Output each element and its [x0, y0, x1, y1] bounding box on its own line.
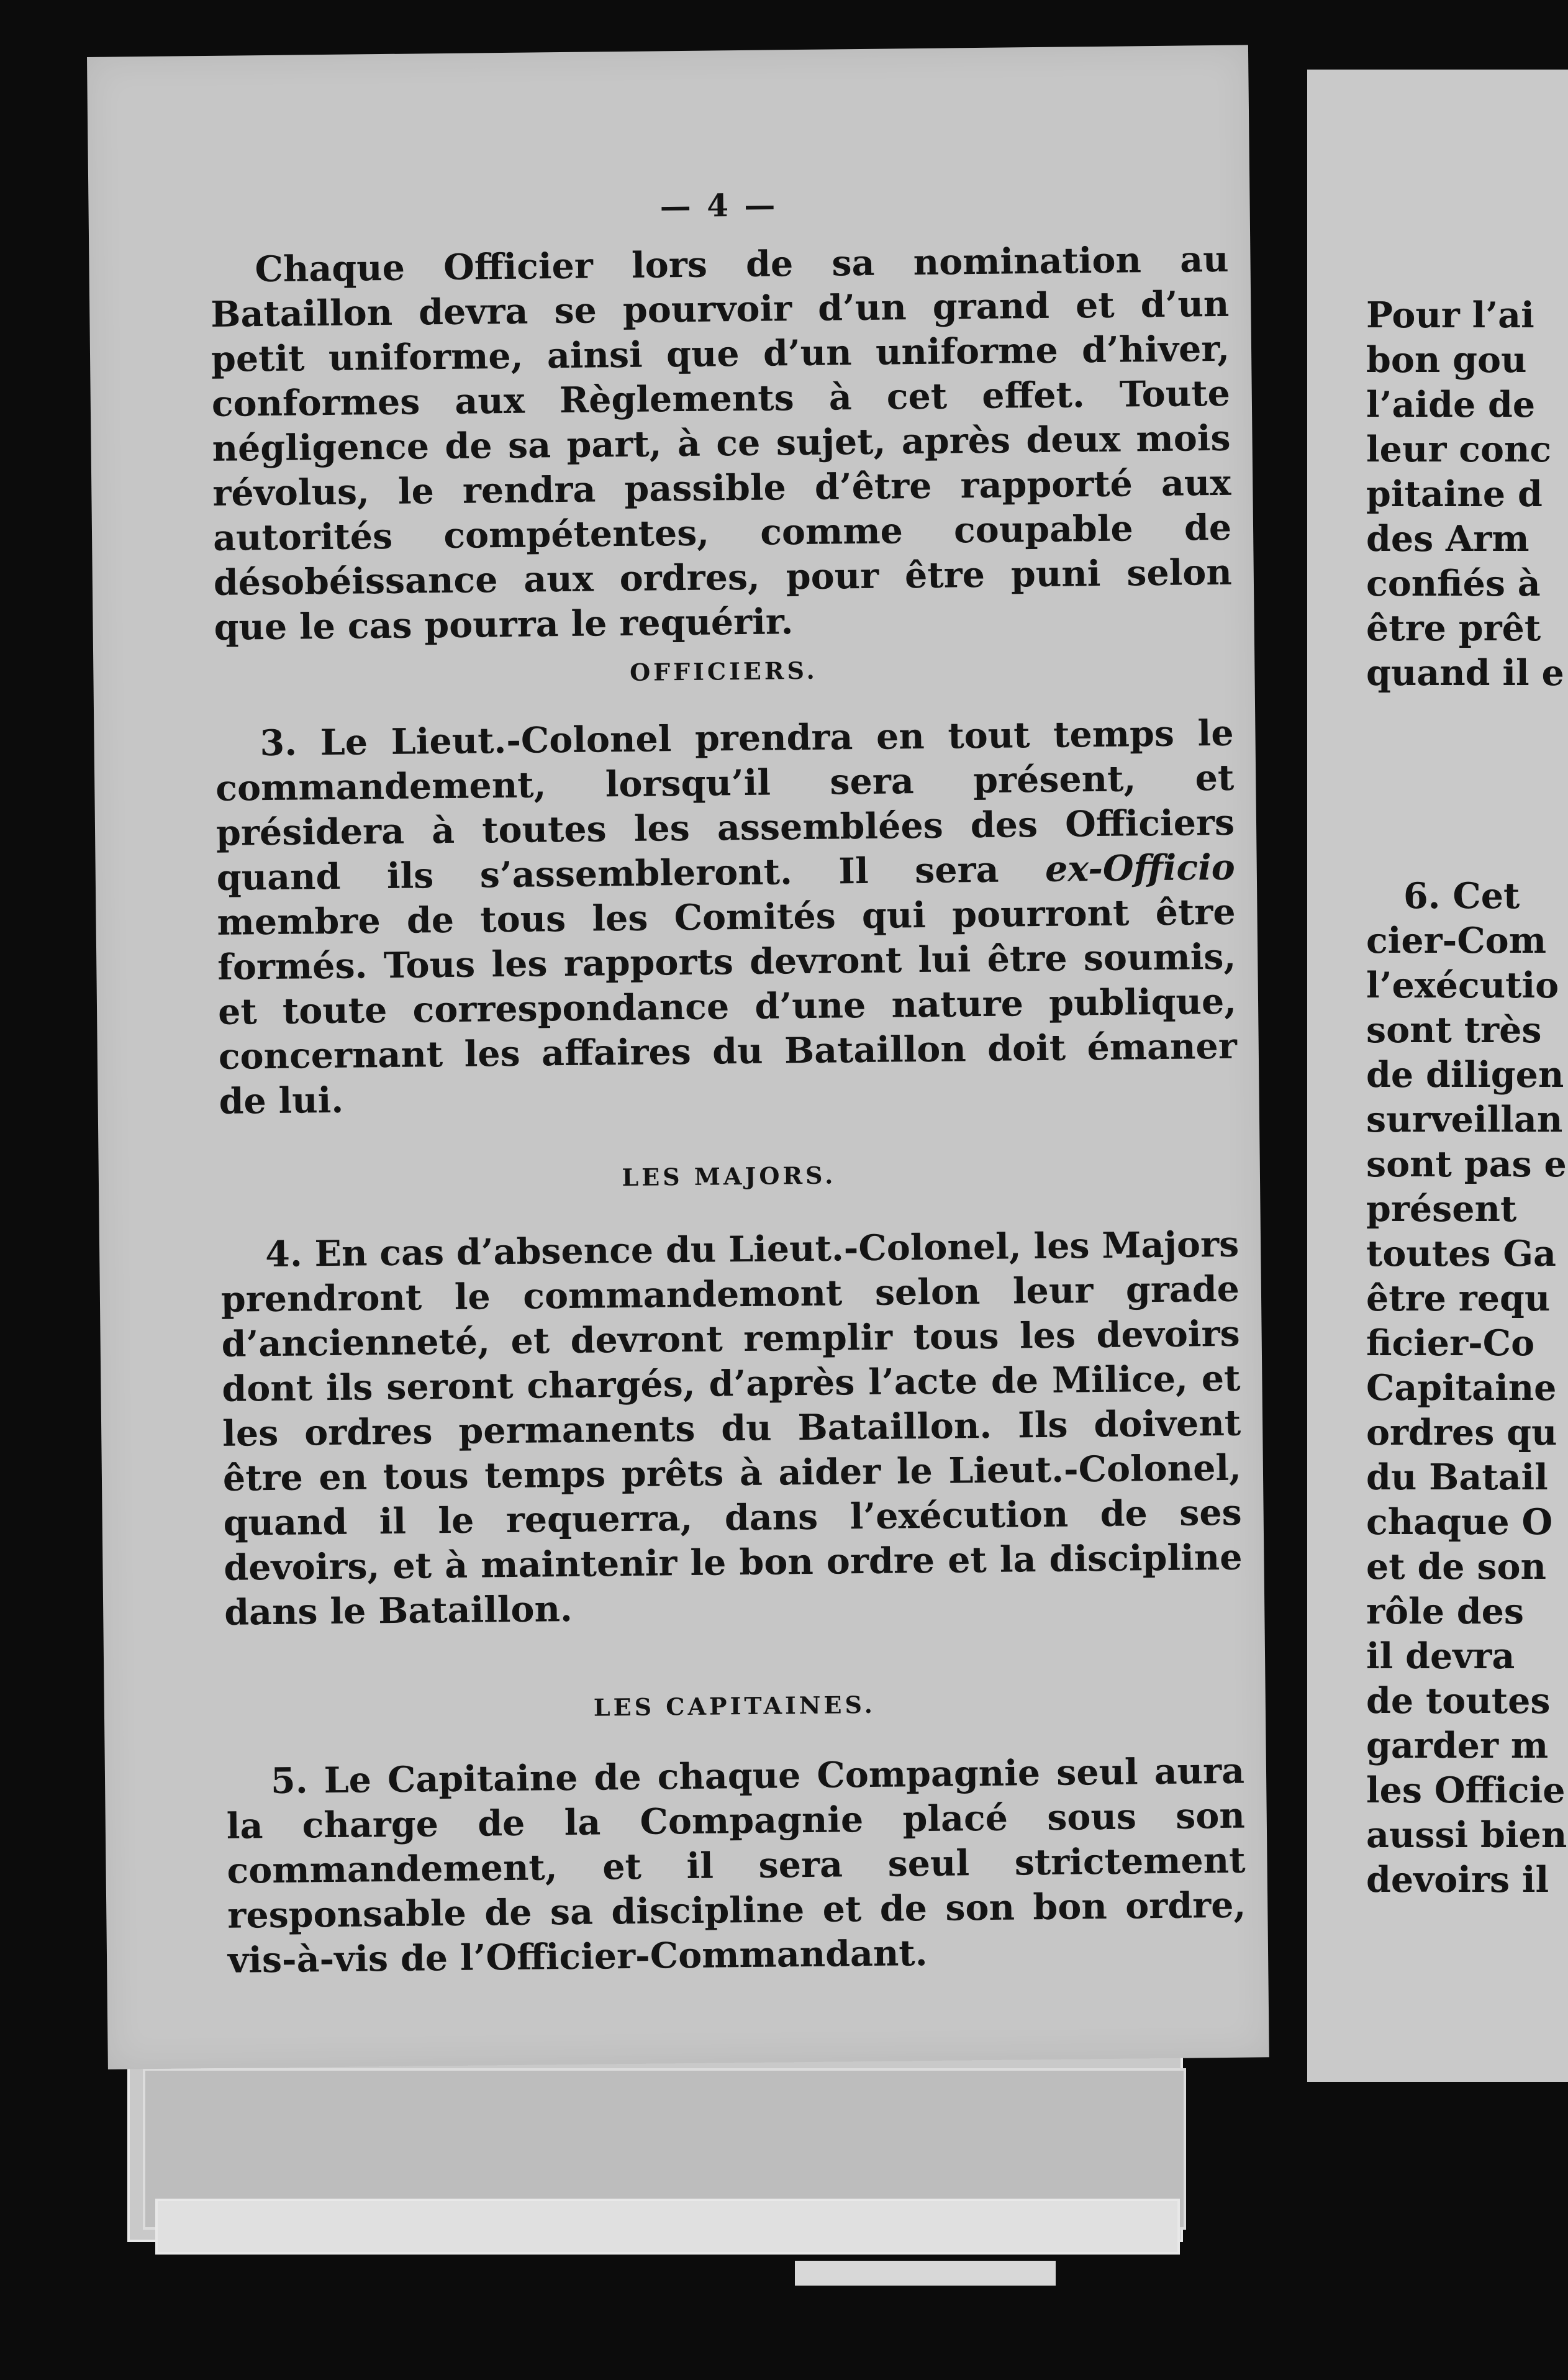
right-page-line: ordres qu	[1366, 1412, 1557, 1453]
right-page-line: bon gou	[1366, 339, 1527, 381]
right-page-line: il devra	[1366, 1635, 1515, 1677]
underlying-page-edge	[795, 2261, 1056, 2286]
officiers-text-after: membre de tous les Comités qui pourront être formés. Tous les rapports devront lui être soumis, et toute correspondance d’une nature publique, concernant les affaires du Bataillon doit émaner de lui.	[217, 891, 1238, 1122]
heading-capitaines: LES CAPITAINES.	[593, 1690, 876, 1722]
majors-paragraph: 4. En cas d’absence du Lieut.-Colonel, les Majors prendront le commandemont selon leur grade d’ancienneté, et devront remplir tous les devoirs dont ils seront chargés, d’après l’acte de Milice, et les ordres permanents du Bataillon. Ils doivent être en tous temps prêts à aider le Lieut.-Colonel, quand il le requerra, dans l’exécution de ses devoirs, et à maintenir le bon ordre et la discipline dans le Bataillon.	[220, 1223, 1243, 1633]
officiers-paragraph	[215, 711, 1238, 1124]
right-page-line: aussi bien	[1366, 1814, 1567, 1856]
right-page-line: confiés à	[1366, 563, 1541, 604]
right-page-line: chaque O	[1366, 1501, 1553, 1543]
right-page-line: l’aide de	[1366, 384, 1536, 425]
heading-majors: LES MAJORS.	[622, 1161, 836, 1192]
right-page-line: toutes Ga	[1366, 1233, 1556, 1274]
officiers-text-before: 3. Le Lieut.-Colonel prendra en tout temps le commandement, lorsqu’il sera présent, et présidera à toutes les assemblées des Officiers quand ils s’assembleront. Il sera	[215, 712, 1235, 899]
underlying-page-edge	[155, 2199, 1180, 2255]
right-page-line: garder m	[1366, 1725, 1549, 1766]
right-page-line: du Batail	[1366, 1456, 1548, 1498]
right-page-line: quand il e	[1366, 652, 1564, 694]
right-page-line: de diligen	[1366, 1054, 1564, 1096]
right-page-line: l’exécutio	[1366, 965, 1559, 1006]
right-page-line: Capitaine	[1366, 1367, 1557, 1409]
intro-paragraph: Chaque Officier lors de sa nomination au Bataillon devra se pourvoir d’un grand et d’un petit uniforme, ainsi que d’un uniforme d’hiver, conformes aux Règlements à cet effet. Toute négligence de sa part, à ce sujet, après deux mois révolus, le rendra passible d’être rapporté aux autorités compétentes, comme coupable de désobéissance aux ordres, pour être puni selon que le cas pourra le requérir.	[211, 238, 1233, 648]
right-page-line: rôle des	[1366, 1591, 1525, 1632]
right-page-line: leur conc	[1366, 429, 1552, 470]
right-page-line: sont pas e	[1366, 1143, 1567, 1185]
right-page-line: les Officie	[1366, 1769, 1566, 1811]
heading-officiers: OFFICIERS.	[629, 656, 818, 686]
right-page-line: être prêt	[1366, 607, 1541, 649]
right-page-line: et de son	[1366, 1546, 1546, 1587]
right-page-line: Pour l’ai	[1366, 294, 1534, 336]
right-page-line: sont très	[1366, 1009, 1542, 1051]
right-page-line: 6. Cet	[1403, 875, 1520, 917]
capitaines-paragraph: 5. Le Capitaine de chaque Compagnie seul aura la charge de la Compagnie placé sous son commandement, et il sera seul strictement responsable de sa discipline et de son bon ordre, vis-à-vis de l’Officier-Commandant.	[226, 1750, 1246, 1981]
right-page-line: devoirs il	[1366, 1859, 1549, 1901]
page-number: — 4 —	[659, 186, 778, 225]
right-page-line: ficier-Co	[1366, 1322, 1535, 1364]
right-page-line: surveillan	[1366, 1099, 1563, 1140]
right-page-line: présent	[1366, 1188, 1517, 1230]
right-partial-page	[1307, 70, 1568, 2082]
right-page-line: de toutes	[1366, 1680, 1551, 1722]
right-page-line: être requ	[1366, 1278, 1551, 1319]
right-page-line: des Arm	[1366, 518, 1529, 560]
right-page-line: cier-Com	[1366, 920, 1547, 961]
page-content	[209, 182, 1246, 1983]
officiers-text-italic: ex-Officio	[1045, 846, 1236, 890]
right-page-line: pitaine d	[1366, 473, 1543, 515]
main-page	[87, 45, 1269, 2069]
